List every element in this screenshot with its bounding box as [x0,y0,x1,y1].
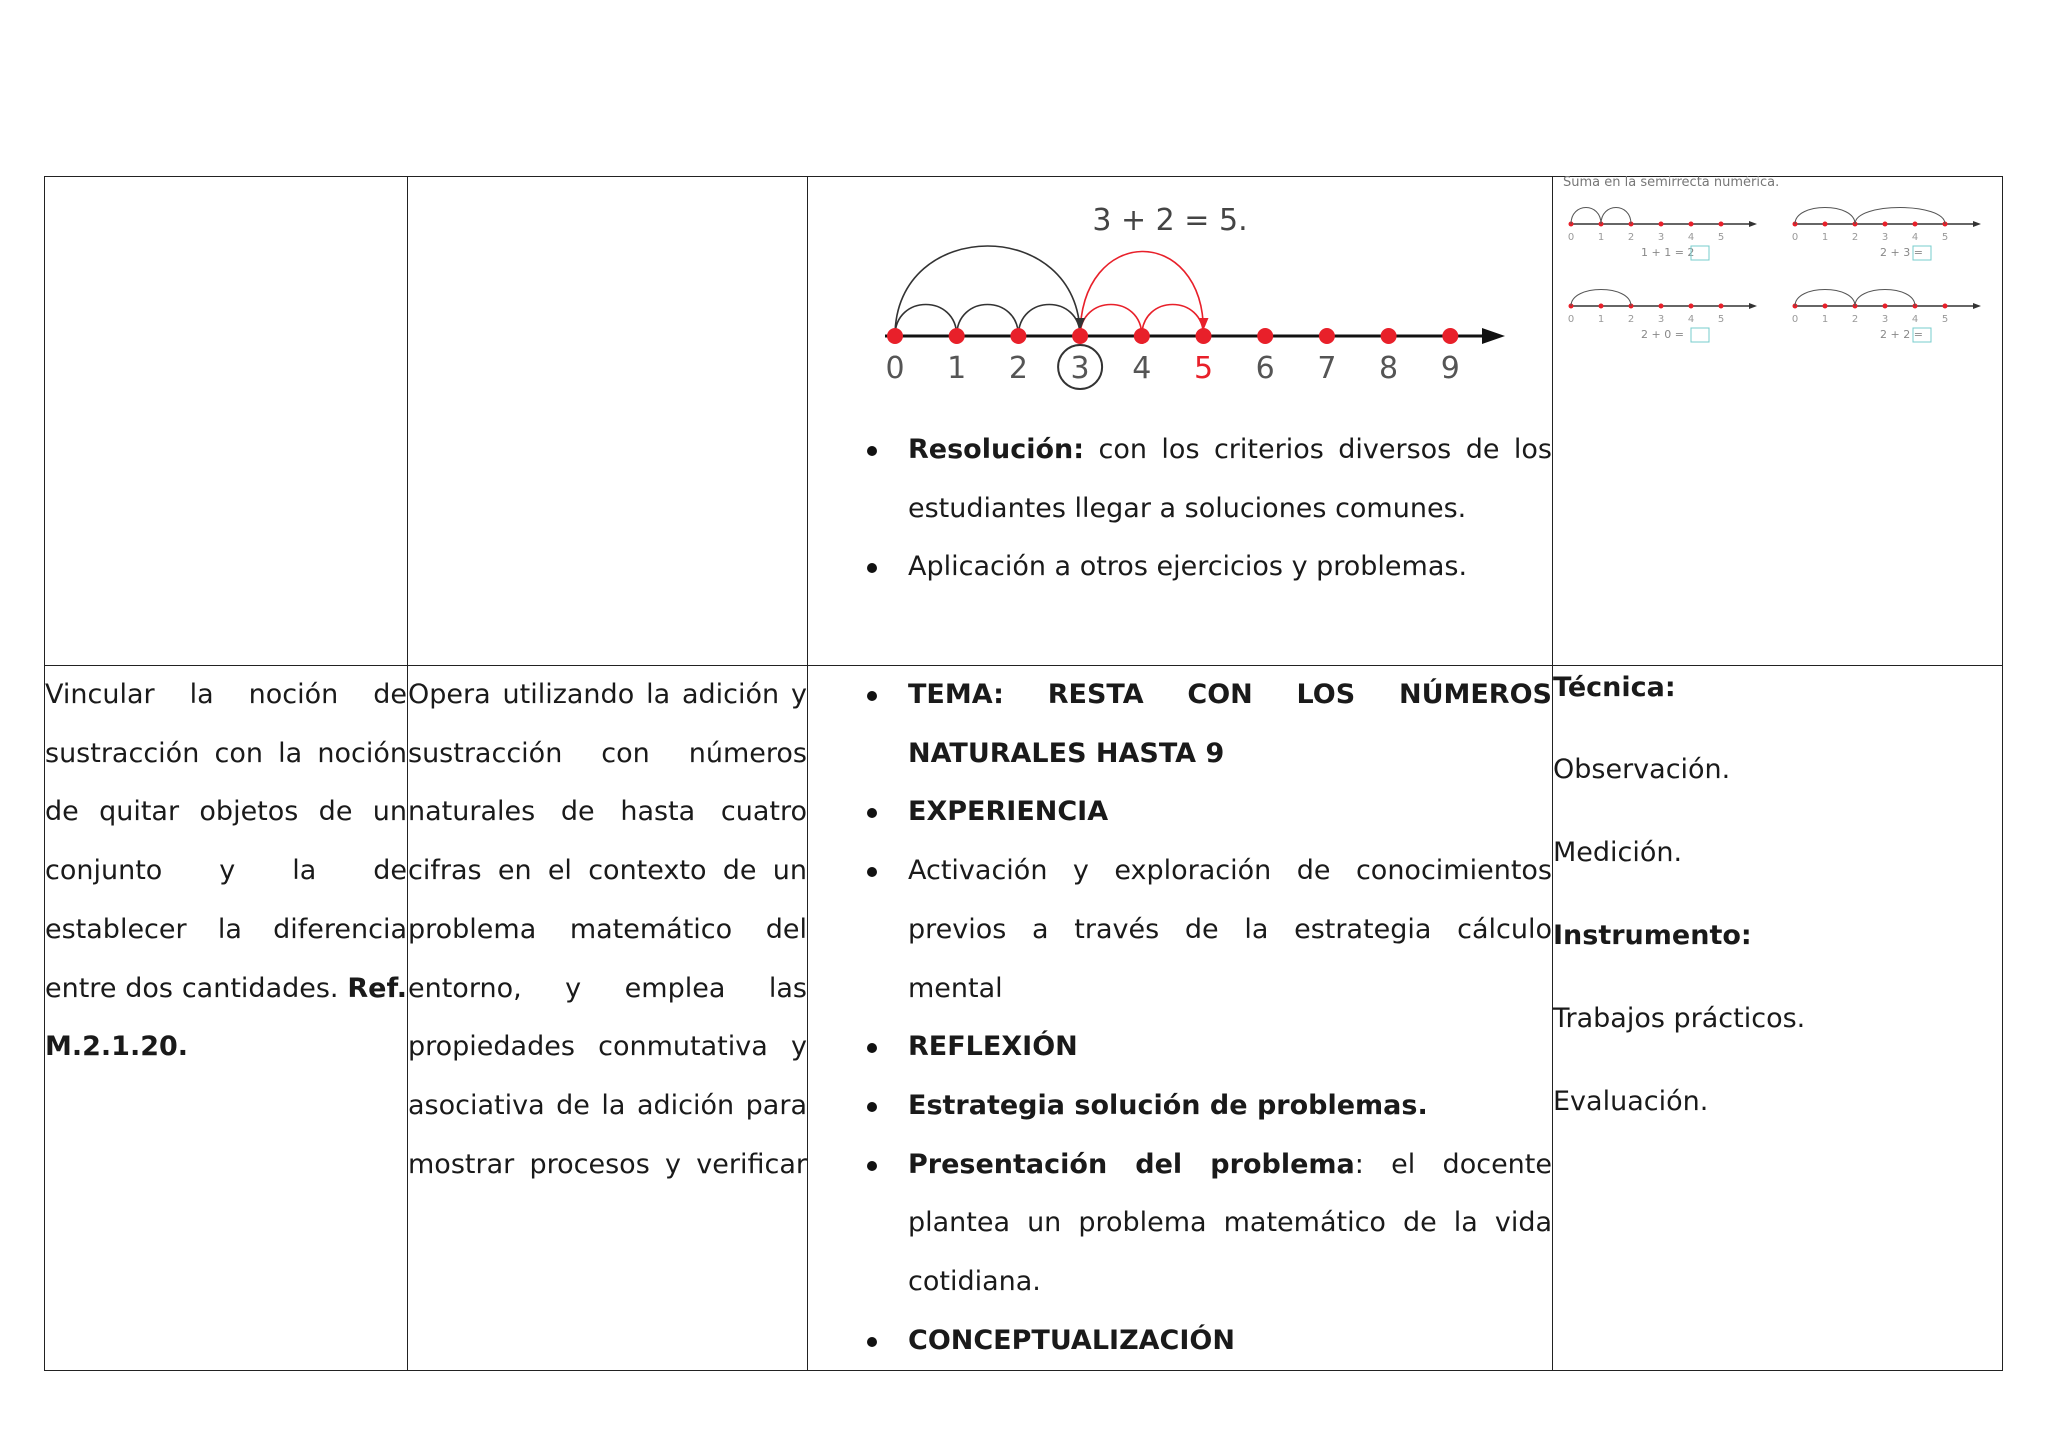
mini-tick-label: 0 [1567,232,1575,243]
list-item [808,421,1552,538]
list-item [808,666,1552,783]
mini-tick-label: 5 [1717,232,1725,243]
mini-arc [1601,208,1631,225]
resolution-list [808,421,1552,597]
tick-label: 1 [947,351,967,386]
skill-text: Vincular la noción de sustracción con la noción de quitar objetos de un conjunto y la de establecer la diferencia entre dos cantidades. [45,679,407,1004]
worksheet-thumbnail [1563,176,2001,416]
mini-tick-label: 1 [1821,232,1829,243]
mini-dot [1689,304,1694,309]
tick-label: 6 [1255,351,1275,386]
mini-exercise: 2 + 2 = [1880,328,1923,341]
mini-tick-label: 3 [1881,314,1889,325]
skill-cell [45,666,408,1371]
bullet-text: Aplicación a otros ejercicios y problemas. [908,551,1468,583]
bullet-bold-text: EXPERIENCIA [908,796,1109,828]
indicator-cell [408,666,808,1371]
mini-tick-label: 3 [1657,232,1665,243]
list-item [808,538,1552,597]
mini-answer-box [1691,328,1709,342]
tick-label: 4 [1132,351,1152,386]
bullet-bold-text: Presentación del problema [908,1148,1355,1180]
evaluation-cell [1553,666,2003,1371]
indicator-cell-empty [408,177,808,666]
mini-arc [1571,208,1601,225]
activities-cell [808,177,1553,666]
list-item [808,842,1552,1018]
list-item [808,1136,1552,1312]
skill-cell-empty [45,177,408,666]
bullet-bold-text: CONCEPTUALIZACIÓN [908,1324,1235,1356]
bullet-bold-text: Estrategia solución de problemas. [908,1089,1428,1121]
instrumento-item: Evaluación. [1553,1086,1709,1117]
mini-tick-label: 4 [1687,314,1695,325]
activities-list [808,666,1552,1370]
mini-arc [1855,208,1945,225]
bullet-bold-text: Resolución: [908,434,1085,465]
mini-tick-label: 5 [1941,232,1949,243]
tick-label: 8 [1379,351,1399,386]
worksheet-header: Suma en la semirrecta numérica. [1563,176,1780,190]
mini-tick-label: 1 [1597,232,1605,243]
bullet-text: con los criterios diversos de los estudiantes llegar a soluciones comunes. [908,434,1552,524]
bullet-bold-text: REFLEXIÓN [908,1031,1078,1063]
tick-label: 3 [1070,351,1090,386]
mini-dot [1719,222,1724,227]
mini-arrow [1973,303,1981,309]
equation-label: 3 + 2 = 5. [1092,203,1248,238]
skill-ref: Ref. M.2.1.20. [45,972,407,1063]
tick-label: 5 [1193,351,1214,386]
mini-dot [1883,304,1888,309]
mini-tick-label: 2 [1627,232,1635,243]
mini-arrow [1749,303,1757,309]
tecnica-label: Técnica: [1553,672,1676,703]
instrumento-label: Instrumento: [1553,920,1752,951]
tick-label: 7 [1317,351,1337,386]
mini-tick-label: 0 [1791,314,1799,325]
list-item [808,1077,1552,1136]
mini-dot [1599,304,1604,309]
mini-exercise: 2 + 0 = [1641,328,1684,341]
mini-tick-label: 1 [1597,314,1605,325]
mini-dot [1823,304,1828,309]
list-item [808,1312,1552,1371]
mini-dot [1689,222,1694,227]
mini-tick-label: 3 [1657,314,1665,325]
mini-tick-label: 0 [1791,232,1799,243]
instrumento-item: Trabajos prácticos. [1553,1003,1806,1034]
mini-tick-label: 3 [1881,232,1889,243]
mini-tick-label: 1 [1821,314,1829,325]
activities-cell [808,666,1553,1371]
mini-dot [1883,222,1888,227]
tick-label: 9 [1440,351,1460,386]
mini-exercise: 2 + 3 = [1880,246,1923,259]
mini-arrow [1749,221,1757,227]
mini-exercise: 1 + 1 = 2 [1641,246,1695,259]
mini-tick-label: 0 [1567,314,1575,325]
mini-dot [1823,222,1828,227]
mini-arrow [1973,221,1981,227]
mini-dot [1943,304,1948,309]
mini-tick-label: 2 [1851,232,1859,243]
mini-tick-label: 5 [1941,314,1949,325]
list-item [808,783,1552,842]
mini-tick-label: 2 [1627,314,1635,325]
indicator-description: Opera utilizando la adición y sustracción con números naturales de hasta cuatro cifras en el contexto de un problema matemático del entorno, y emplea las propiedades conmutativa y asociativa de la adición para mostrar procesos y verificar [408,679,807,1180]
tick-label: 0 [885,351,905,386]
skill-description [45,666,407,1077]
mini-dot [1913,222,1918,227]
mini-dot [1719,304,1724,309]
list-item [808,1018,1552,1077]
table-row [45,666,2003,1371]
mini-tick-label: 5 [1717,314,1725,325]
tecnica-item: Observación. [1553,754,1731,785]
bullet-text: : el docente plantea un problema matemático de la vida cotidiana. [908,1148,1552,1298]
mini-dot [1659,222,1664,227]
mini-tick-label: 2 [1851,314,1859,325]
mini-tick-label: 4 [1911,314,1919,325]
tecnica-item: Medición. [1553,837,1683,868]
tick-label: 2 [1008,351,1028,386]
number-line-figure [808,177,1552,421]
bullet-text: Activación y exploración de conocimientos previos a través de la estrategia cálculo mental [908,855,1552,1004]
bullet-bold-text: TEMA: RESTA CON LOS NÚMEROS NATURALES HASTA 9 [908,679,1552,769]
mini-tick-label: 4 [1911,232,1919,243]
mini-dot [1659,304,1664,309]
mini-tick-label: 4 [1687,232,1695,243]
